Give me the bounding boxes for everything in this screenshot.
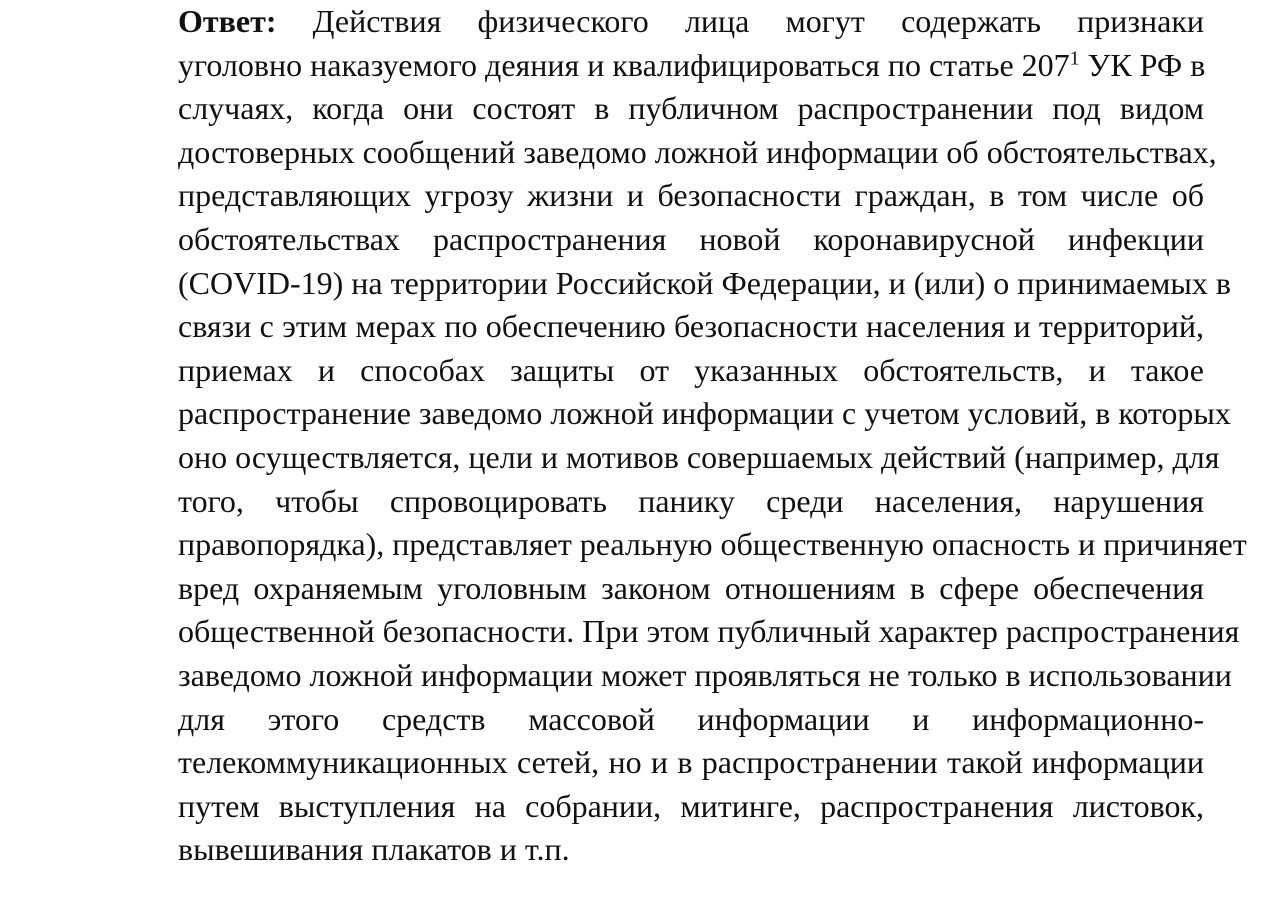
paragraph-line: вывешивания плакатов и т.п. [178,831,570,868]
paragraph-line: уголовно наказуемого деяния и квалифицироваться по статье $207^1$ УК РФ в [178,46,1206,83]
paragraph-line: правопорядка), представляет реальную общественную опасность и причиняет [178,526,1247,563]
paragraph-line: заведомо ложной информации может проявляться не только в использовании [178,656,1232,693]
paragraph-line: того, чтобы спровоцировать панику среди населения, нарушения [178,482,1204,519]
paragraph-line: связи с этим мерах по обеспечению безопасности населения и территорий, [178,308,1204,345]
answer-paragraph [100,0,1247,872]
paragraph-line: общественной безопасности. При этом публичный характер распространения [178,613,1240,650]
paragraph-line: распространение заведомо ложной информации с учетом условий, в которых [178,395,1231,432]
paragraph-line: для этого средств массовой информации и информационно- [178,700,1204,737]
footnote-superscript: 1 [1069,46,1080,69]
paragraph-line: обстоятельствах распространения новой коронавирусной инфекции [178,220,1204,257]
answer-label: Ответ: [178,3,277,39]
paragraph-line: оно осуществляется, цели и мотивов совершаемых действий (например, для [178,438,1220,475]
paragraph-line: достоверных сообщений заведомо ложной информации об обстоятельствах, [178,133,1217,170]
paragraph-line: случаях, когда они состоят в публичном распространении под видом [178,90,1204,127]
paragraph-line: вред охраняемым уголовным законом отношениям в сфере обеспечения [178,569,1204,606]
paragraph-line: Ответ: Действия физического лица могут содержать признаки [178,3,1205,39]
paragraph-line: телекоммуникационных сетей, но и в распространении такой информации [178,744,1204,781]
paragraph-line: приемах и способах защиты от указанных обстоятельств, и такое [178,351,1204,388]
paragraph-line: (COVID-19) на территории Российской Федерации, и (или) о принимаемых в [178,264,1232,301]
document-page [100,0,1247,914]
paragraph-line: путем выступления на собрании, митинге, распространения листовок, [178,787,1204,824]
paragraph-line: представляющих угрозу жизни и безопасности граждан, в том числе об [178,177,1204,214]
